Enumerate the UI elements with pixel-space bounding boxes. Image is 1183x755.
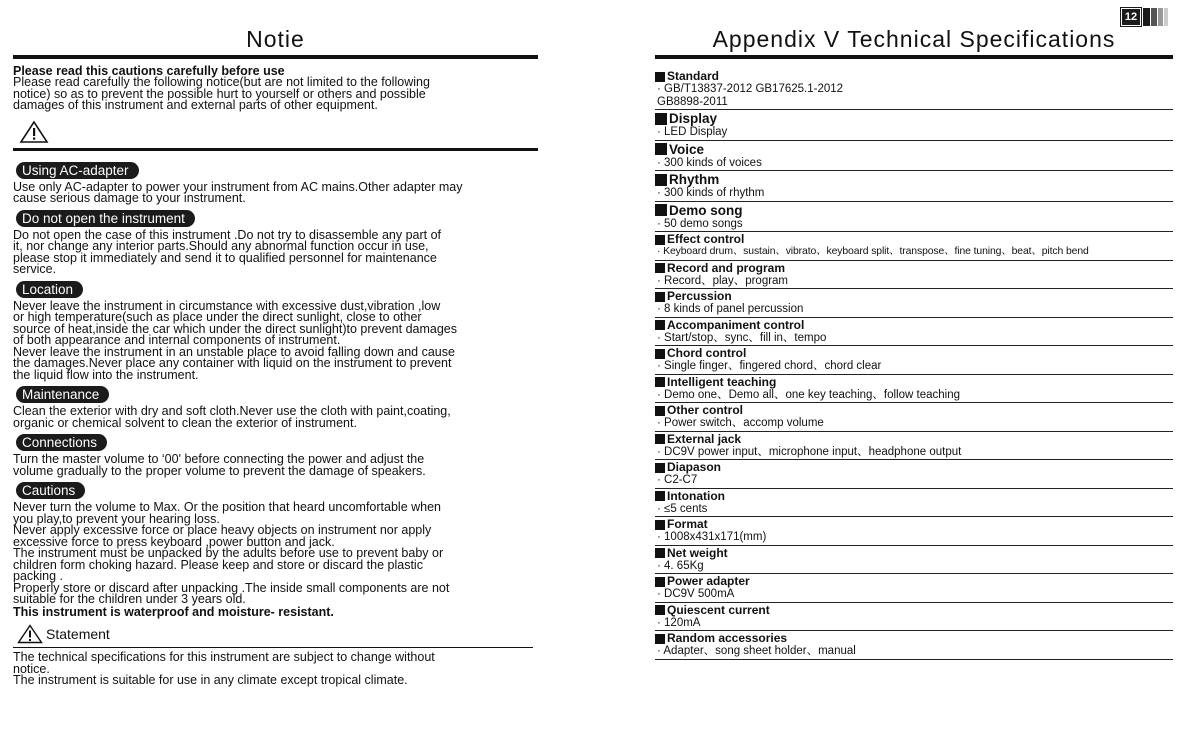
spec-item [655, 517, 1173, 546]
square-bullet-icon [655, 406, 665, 416]
section-line: packing . [13, 569, 64, 583]
section-line: suitable for the children under 3 years old. [13, 592, 246, 606]
spec-item [655, 110, 1173, 141]
intro-line: damages of this instrument and external parts of other equipment. [13, 98, 378, 112]
section-line: Never apply excessive force or place heavy objects on instrument nor apply [13, 523, 432, 537]
spec-value: · DC9V power input、microphone input、headphone output [657, 445, 962, 458]
intro-paragraph [13, 77, 538, 112]
spec-item [655, 460, 1173, 489]
spec-item [655, 403, 1173, 432]
spec-label [655, 347, 1173, 360]
spec-label-text: Record and program [667, 260, 786, 275]
spec-label-text: Accompaniment control [667, 317, 805, 332]
section-line: Clean the exterior with dry and soft cloth.Never use the cloth with paint,coating, [13, 404, 451, 418]
section-line: Turn the master volume to ‘00' before connecting the power and adjust the [13, 452, 425, 466]
title-divider [13, 55, 538, 59]
intro-line: Please read carefully the following notice(but are not limited to the following [13, 75, 430, 89]
section-paragraph [13, 179, 538, 205]
section-heading: Location [16, 281, 83, 298]
section-paragraph [13, 454, 538, 477]
spec-label-text: Random accessories [667, 631, 788, 645]
spec-value: · 300 kinds of rhythm [657, 187, 765, 199]
spec-item [655, 546, 1173, 575]
spec-value: · Power switch、accomp volume [657, 417, 824, 429]
section-line: Never turn the volume to Max. Or the position that heard uncomfortable when [13, 500, 442, 514]
spec-label-text: Chord control [667, 346, 747, 360]
intro-line: notice) so as to prevent the possible hurt to yourself or others and possible [13, 86, 426, 101]
spec-value: · Record、play、program [657, 274, 789, 287]
section-line: please stop it immediately and send it to qualified personnel for maintenance [13, 250, 437, 265]
spec-label [655, 518, 1173, 531]
square-bullet-icon [655, 235, 665, 245]
section-line: of both appearance and internal components of instrument. [13, 333, 341, 347]
section-line: The instrument must be unpacked by the adults before use to prevent baby or [13, 546, 444, 560]
spec-label [655, 262, 1173, 275]
spec-item [655, 489, 1173, 518]
section-heading: Maintenance [16, 386, 109, 403]
spec-label [655, 404, 1173, 417]
spec-label-text: Power adapter [667, 574, 750, 588]
spec-label-text: Standard [667, 69, 720, 83]
square-bullet-icon [655, 113, 667, 125]
spec-value: · C2-C7 [657, 474, 698, 486]
spec-label-text: Percussion [667, 289, 732, 303]
spec-item [655, 631, 1173, 660]
square-bullet-icon [655, 491, 665, 501]
spec-label [655, 433, 1173, 446]
spec-label [655, 203, 1173, 218]
spec-item [655, 375, 1173, 404]
section-line: excessive force to press keyboard ,power button and jack. [13, 534, 335, 549]
section-line: you play,to prevent your hearing loss. [13, 511, 220, 526]
square-bullet-icon [655, 577, 665, 587]
spec-label-text: Other control [667, 403, 744, 417]
warning-icon [19, 120, 49, 144]
warning-icon [17, 624, 43, 644]
square-bullet-icon [655, 263, 665, 273]
square-bullet-icon [655, 292, 665, 302]
spec-list [655, 69, 1173, 660]
section-line: source of heat,inside the car which under the direct sunlight)to prevent damages [13, 321, 458, 336]
square-bullet-icon [655, 320, 665, 330]
section-line: it, nor change any interior parts.Should any abnormal function occur in use, [13, 239, 429, 253]
statement-label: Statement [46, 625, 110, 642]
spec-label-text: Quiescent current [667, 602, 770, 617]
spec-item [655, 69, 1173, 110]
spec-value: · Demo one、Demo all、one key teaching、follow teaching [657, 388, 960, 401]
left-page-title: Notie [246, 26, 305, 52]
spec-label [655, 142, 1173, 157]
spec-label-text: Net weight [667, 545, 728, 560]
page-number-badge: 12 [1121, 8, 1141, 26]
square-bullet-icon [655, 349, 665, 359]
statement-line: The technical specifications for this instrument are subject to change without [13, 650, 435, 664]
section-line: children form choking hazard. Please keep and store or discard the plastic [13, 557, 423, 572]
statement-divider [13, 647, 533, 649]
section-paragraph [13, 298, 538, 382]
spec-label [655, 290, 1173, 303]
square-bullet-icon [655, 434, 665, 444]
section-line: the damages.Never place any container with liquid on the instrument to prevent [13, 356, 452, 370]
square-bullet-icon [655, 377, 665, 387]
section-line: volume gradually to the proper volume to prevent the damage of speakers. [13, 463, 426, 478]
section-paragraph [13, 502, 538, 618]
statement-paragraph [13, 652, 538, 687]
spec-label [655, 632, 1173, 645]
spec-label-text: Effect control [667, 232, 745, 246]
spec-value: · 4. 65Kg [657, 559, 704, 572]
spec-item [655, 171, 1173, 202]
spec-label-text: Intelligent teaching [667, 374, 777, 389]
left-page [13, 0, 538, 755]
spec-value: · ≤5 cents [657, 502, 708, 515]
waterproof-note: This instrument is waterproof and moisture- resistant. [13, 604, 334, 619]
section-line: Never leave the instrument in circumstance with excessive dust,vibration ,low [13, 298, 441, 313]
square-bullet-icon [655, 174, 667, 186]
spec-value: · Single finger、fingered chord、chord clear [657, 360, 882, 372]
spec-item [655, 141, 1173, 172]
spec-label-text: Intonation [667, 488, 725, 503]
spec-item [655, 202, 1173, 233]
right-page-title: Appendix V Technical Specifications [712, 26, 1116, 52]
warning-divider [13, 148, 538, 151]
square-bullet-icon [655, 520, 665, 530]
spec-label [655, 575, 1173, 588]
spec-value: · DC9V 500mA [657, 588, 735, 600]
section-heading: Connections [16, 434, 107, 451]
spec-label-text: Rhythm [669, 172, 720, 187]
spec-label-text: Diapason [667, 460, 722, 474]
square-bullet-icon [655, 634, 665, 644]
square-bullet-icon [655, 143, 667, 155]
spec-label-text: Voice [669, 141, 705, 157]
spec-value: GB8898-2011 [657, 95, 728, 108]
spec-value: · GB/T13837-2012 GB17625.1-2012 [657, 83, 844, 95]
section-line: service. [13, 262, 57, 276]
spec-value: · 1008x431x171(mm) [657, 531, 767, 543]
spec-label [655, 604, 1173, 617]
spec-label [655, 547, 1173, 560]
square-bullet-icon [655, 72, 665, 82]
section-line: organic or chemical solvent to clean the exterior of instrument. [13, 415, 357, 430]
section-paragraph [13, 406, 538, 429]
section-heading: Using AC-adapter [16, 162, 139, 179]
spec-label-text: Display [669, 111, 718, 126]
spec-value: · 300 kinds of voices [657, 156, 762, 169]
spec-value: · 8 kinds of panel percussion [657, 303, 804, 315]
statement-line: The instrument is suitable for use in any climate except tropical climate. [13, 673, 408, 687]
intro-heading: Please read this cautions carefully before use [13, 64, 285, 78]
spec-label [655, 233, 1173, 246]
spec-value: · LED Display [657, 126, 728, 138]
section-heading: Cautions [16, 482, 85, 499]
notice-sections [13, 157, 538, 618]
title-divider [655, 55, 1173, 59]
section-line: Never leave the instrument in an unstable place to avoid falling down and cause [13, 344, 455, 359]
square-bullet-icon [655, 605, 665, 615]
spec-value: · 120mA [657, 616, 701, 629]
spec-item [655, 432, 1173, 461]
spec-item [655, 574, 1173, 603]
spec-item [655, 346, 1173, 375]
spec-value: · 50 demo songs [657, 217, 743, 230]
spec-item [655, 289, 1173, 318]
spec-value: · Keyboard drum、sustain、vibrato、keyboard split、transpose、fine tuning、beat、pitch bend [657, 246, 1089, 257]
section-line: Use only AC-adapter to power your instrument from AC mains.Other adapter may [13, 179, 463, 194]
spec-label-text: Format [667, 517, 708, 531]
section-line: or high temperature(such as place under the direct sunlight, close to other [13, 310, 422, 324]
spec-item [655, 603, 1173, 632]
spec-item [655, 318, 1173, 347]
statement-heading [17, 624, 538, 644]
spec-label-text: External jack [667, 431, 742, 446]
section-paragraph [13, 227, 538, 276]
spec-label-text: Demo song [669, 202, 743, 218]
spec-item [655, 261, 1173, 290]
square-bullet-icon [655, 204, 667, 216]
square-bullet-icon [655, 463, 665, 473]
spec-label [655, 490, 1173, 503]
section-line: the liquid flow into the instrument. [13, 367, 199, 382]
section-line: Properly store or discard after unpacking .The inside small components are not [13, 580, 450, 595]
spec-label [655, 461, 1173, 474]
spec-item [655, 232, 1173, 261]
spec-value: · Start/stop、sync、fill in、tempo [657, 331, 827, 344]
right-page [655, 0, 1173, 755]
spec-label [655, 376, 1173, 389]
section-line: cause serious damage to your instrument. [13, 191, 246, 205]
spec-label [655, 319, 1173, 332]
section-heading: Do not open the instrument [16, 210, 195, 227]
section-line: Do not open the case of this instrument .Do not try to disassemble any part of [13, 227, 442, 242]
square-bullet-icon [655, 548, 665, 558]
spec-label [655, 111, 1173, 126]
page-number-bars [1143, 8, 1168, 26]
spec-label [655, 172, 1173, 187]
spec-label [655, 70, 1173, 83]
spec-value: · Adapter、song sheet holder、manual [657, 645, 856, 657]
statement-line: notice. [13, 661, 50, 676]
